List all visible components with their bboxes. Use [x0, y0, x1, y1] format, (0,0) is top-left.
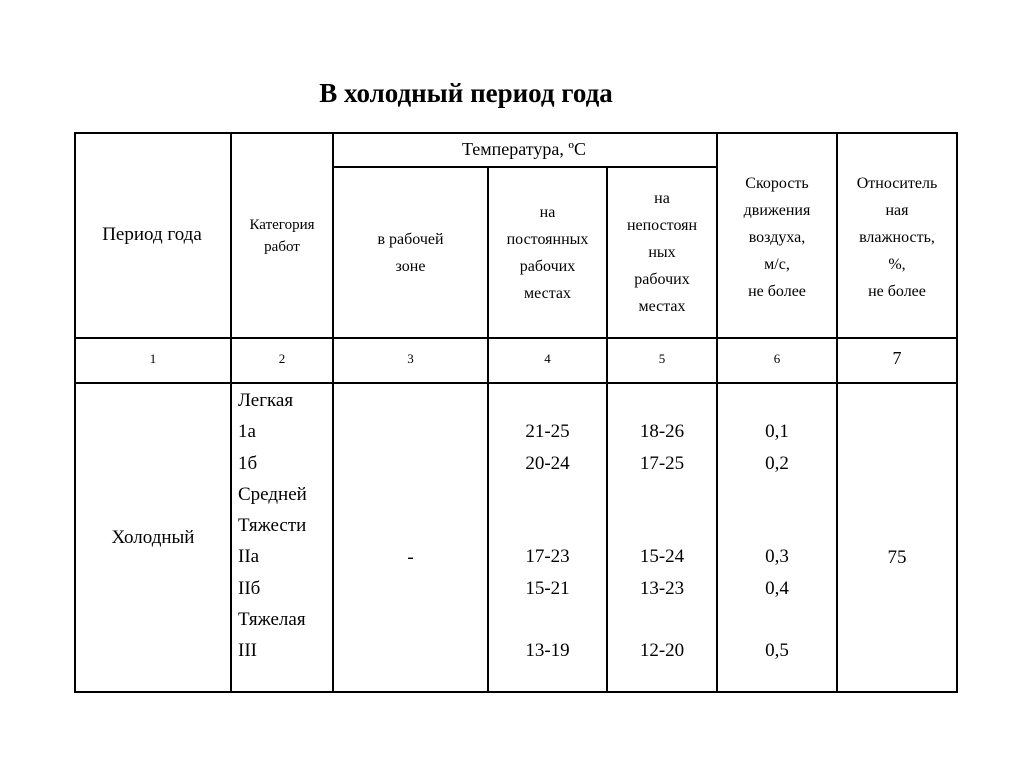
permanent-value: 20-24: [525, 452, 570, 474]
nonpermanent-value: 15-24: [639, 546, 685, 568]
nonpermanent-values: [608, 385, 716, 667]
permanent-value: 17-23: [525, 546, 570, 568]
header-category: Категория работ: [249, 217, 315, 255]
category-item: 1б: [238, 452, 258, 474]
categories-list: [238, 385, 307, 667]
header-working-zone: в рабочей зоне: [377, 230, 444, 275]
header-period: Период года: [102, 224, 202, 245]
working-zone-value: -: [407, 547, 414, 568]
humidity-value: 75: [887, 547, 907, 568]
microclimate-table: [74, 132, 958, 693]
air-speed-value: 0,4: [765, 577, 789, 599]
column-number: 6: [773, 351, 781, 366]
header-nonpermanent-places: на непостоян ных рабочих местах: [626, 190, 698, 315]
air-speed-values: [718, 385, 836, 667]
air-speed-value: 0,1: [765, 421, 789, 443]
column-number: 7: [892, 348, 902, 368]
period-cold: Холодный: [111, 527, 195, 548]
column-number: 5: [658, 351, 666, 366]
column-number: 3: [407, 351, 414, 366]
nonpermanent-value: 12-20: [639, 640, 685, 662]
category-item: IIб: [238, 577, 261, 599]
column-number: 4: [544, 351, 551, 366]
air-speed-value: 0,2: [765, 452, 789, 474]
column-number: 2: [278, 351, 286, 366]
permanent-value: 15-21: [525, 577, 570, 599]
header-permanent-places: на постоянных рабочих местах: [506, 203, 589, 302]
category-item: Средней: [238, 483, 307, 505]
permanent-value: 13-19: [525, 640, 570, 662]
header-air-speed: Скорость движения воздуха, м/с, не более: [743, 175, 811, 300]
header-temperature: Температура, ºС: [461, 138, 587, 159]
category-item: IIа: [238, 546, 260, 568]
category-item: III: [238, 640, 257, 662]
permanent-value: 21-25: [525, 421, 570, 443]
column-number: 1: [149, 351, 157, 366]
header-humidity: Относитель ная влажность, %, не более: [856, 175, 938, 300]
nonpermanent-value: 18-26: [639, 421, 685, 443]
nonpermanent-value: 13-23: [639, 577, 685, 599]
air-speed-value: 0,5: [765, 640, 789, 662]
air-speed-value: 0,3: [765, 546, 789, 568]
permanent-values: [489, 385, 606, 667]
category-item: Тяжелая: [238, 609, 306, 631]
category-item: Легкая: [238, 390, 294, 411]
page-title: В холодный период года: [319, 78, 613, 108]
nonpermanent-value: 17-25: [639, 452, 685, 474]
category-item: Тяжести: [238, 515, 307, 537]
category-item: 1а: [238, 421, 256, 443]
